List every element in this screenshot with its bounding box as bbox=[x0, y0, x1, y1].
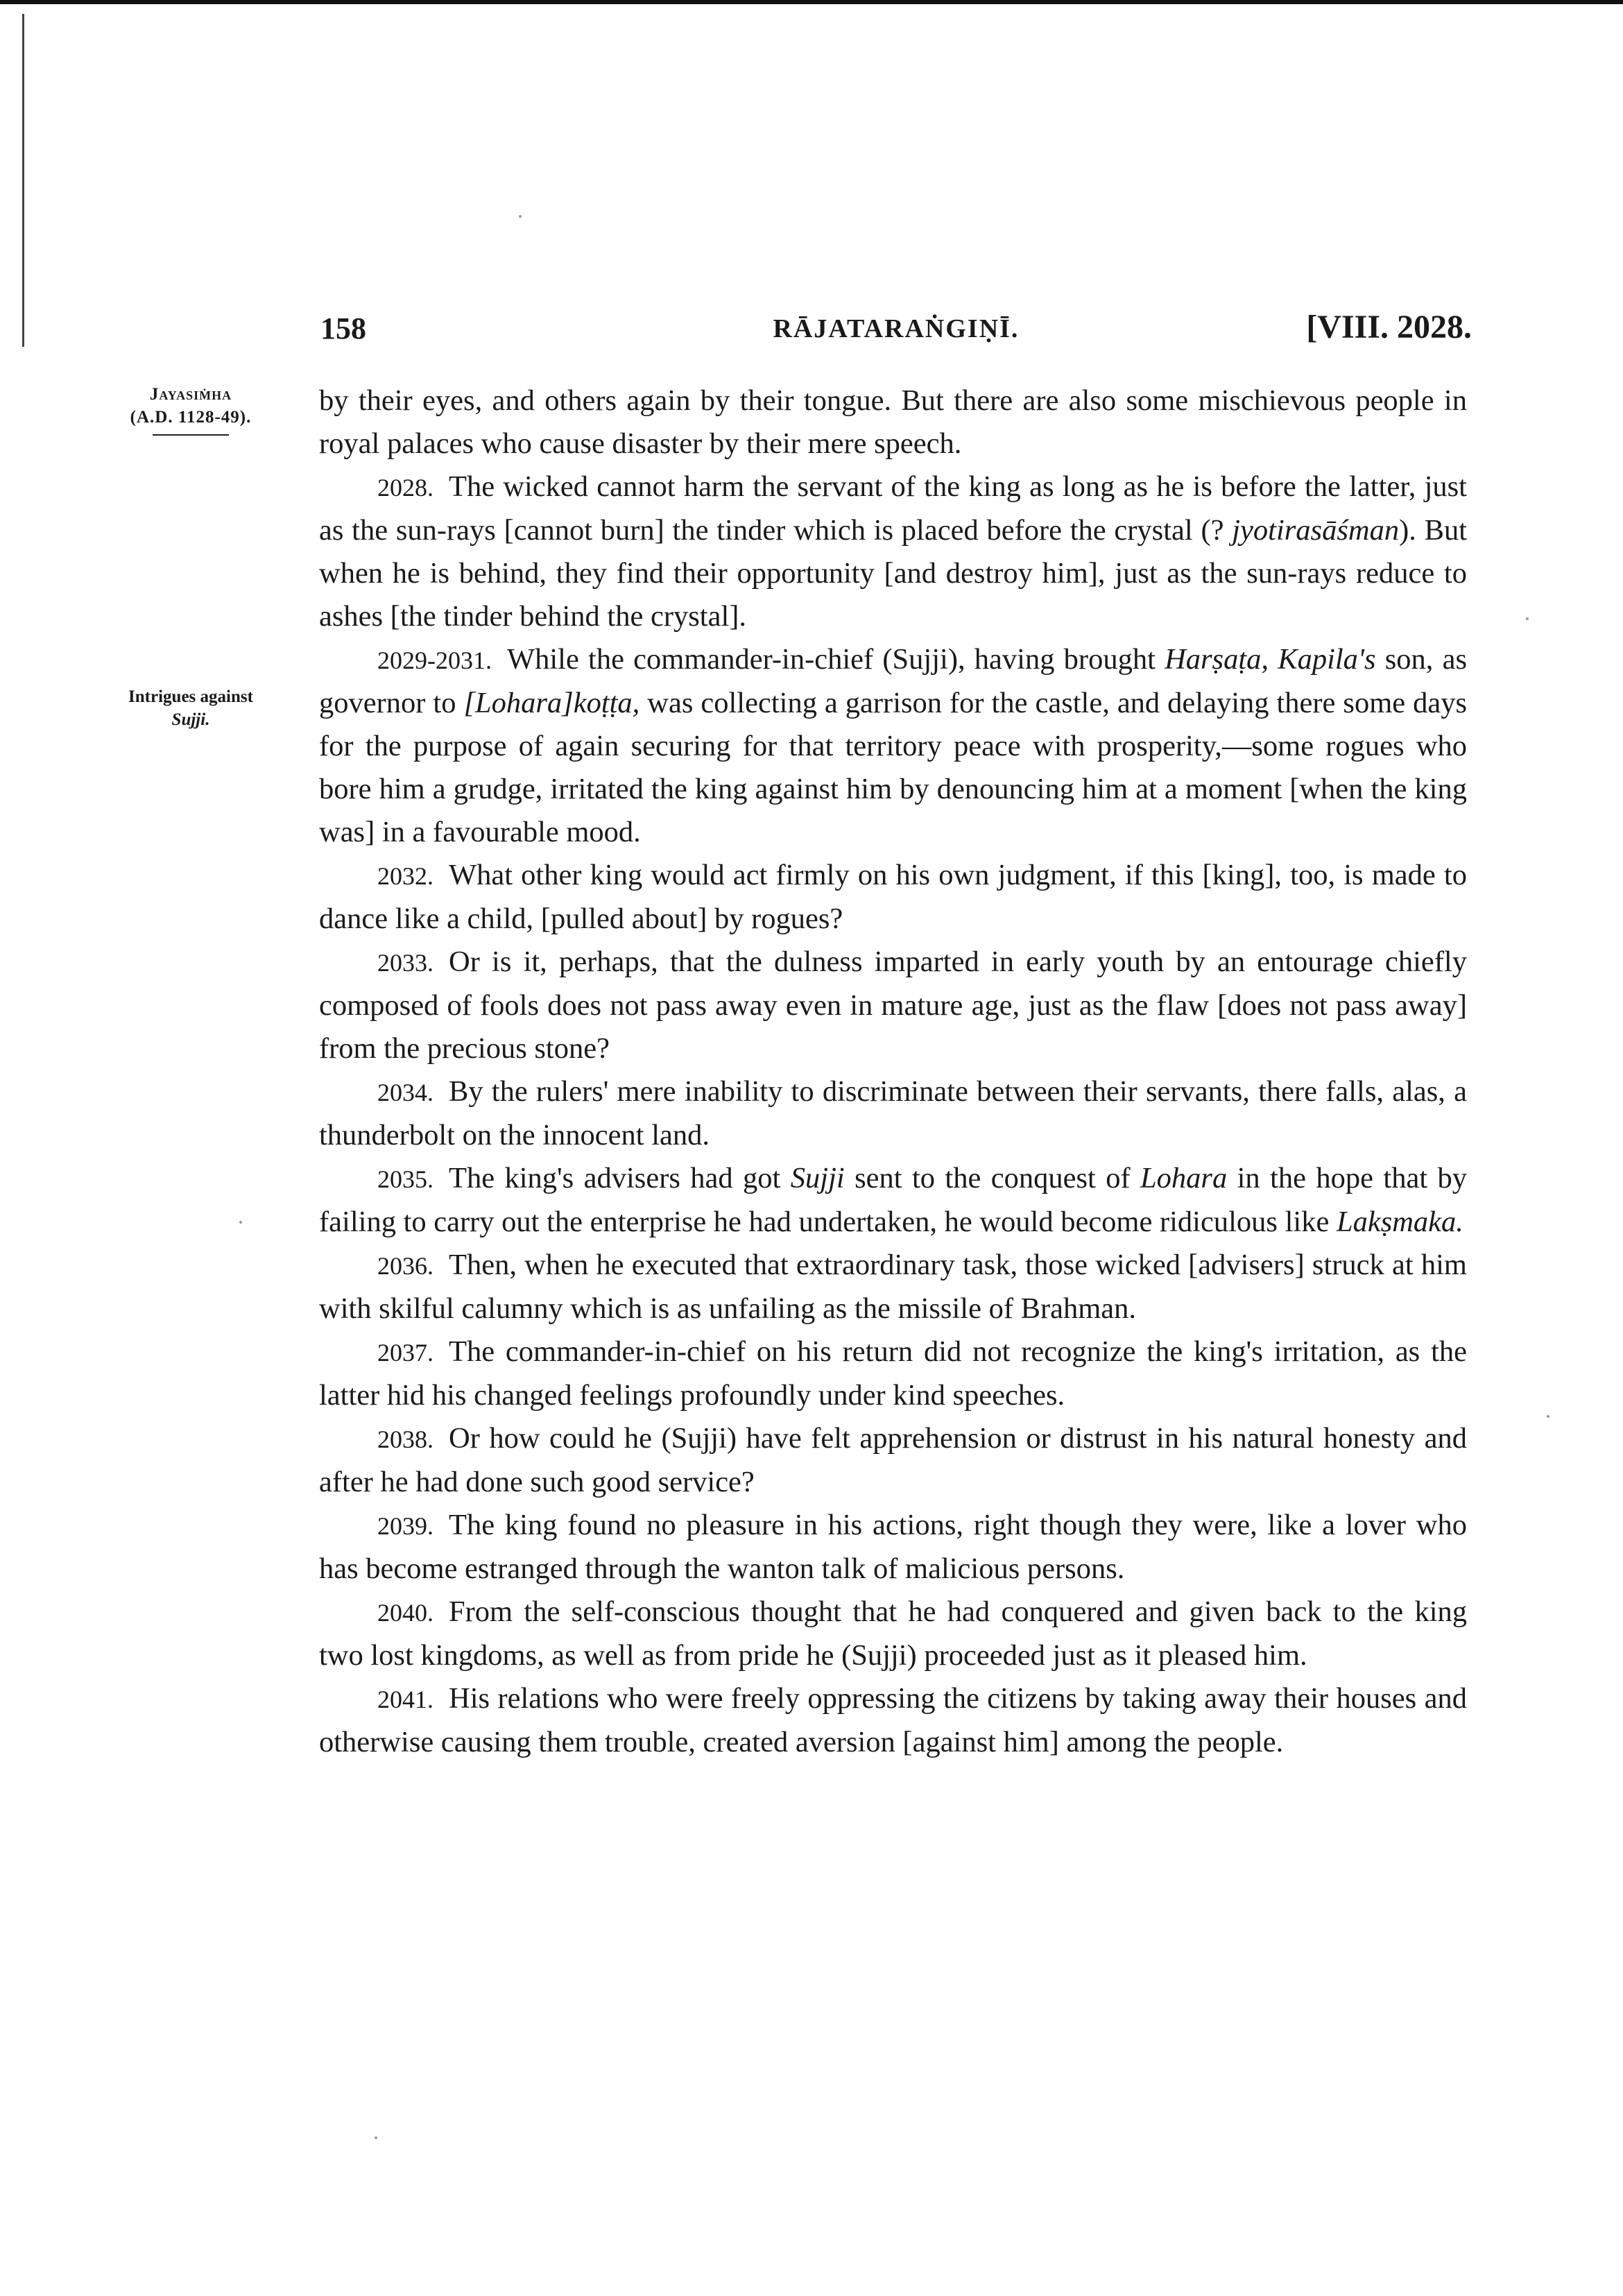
verse-text: The wicked cannot harm the servant of the king as long as he is before the latter, just as the sun-rays [cannot burn] the tinder which is placed before the crystal (? bbox=[319, 470, 1467, 547]
verse-2041 bbox=[319, 1677, 1467, 1764]
verse-text: ). But when he is behind, they find their opportunity [and destroy him], just as the sun-rays reduce to ashes [the tinder behind the crystal]. bbox=[319, 514, 1468, 633]
sidenote-rule bbox=[153, 434, 229, 436]
verse-italic: [Lohara]koṭṭa, bbox=[463, 687, 640, 719]
verse-number: 2040. bbox=[377, 1599, 433, 1627]
page-header bbox=[320, 311, 1472, 352]
verse-2035 bbox=[319, 1157, 1467, 1244]
verse-text: The king's advisers had got bbox=[449, 1162, 781, 1194]
verse-number: 2033. bbox=[377, 949, 433, 977]
scan-speck bbox=[1547, 1415, 1549, 1418]
verse-2036 bbox=[319, 1244, 1467, 1330]
verse-text: By the rulers' mere inability to discriminate between their servants, there falls, alas, a thunderbolt on the innocent land. bbox=[319, 1075, 1467, 1151]
paragraph-continued bbox=[319, 379, 1467, 465]
verse-text: While the commander-in-chief (Sujji), having brought bbox=[507, 643, 1156, 676]
verse-text: The commander-in-chief on his return did not recognize the king's irritation, as the latter hid his changed feelings profoundly under kind speeches. bbox=[319, 1335, 1467, 1412]
verse-text: Or how could he (Sujji) have felt apprehension or distrust in his natural honesty and after he had done such good service? bbox=[319, 1422, 1467, 1498]
verse-2038 bbox=[319, 1417, 1467, 1504]
scan-speck bbox=[375, 2136, 377, 2139]
verse-2037 bbox=[319, 1330, 1467, 1417]
verse-italic: jyotirasāśman bbox=[1232, 514, 1400, 547]
binding-margin-line bbox=[22, 14, 24, 347]
verse-text: His relations who were freely oppressing the citizens by taking away their houses and otherwise causing them trouble, created aversion [against him] among the people. bbox=[319, 1682, 1467, 1758]
sidenote-topic-line: Intrigues against bbox=[128, 687, 253, 706]
running-title: RĀJATARAṄGIṆĪ. bbox=[773, 314, 1020, 343]
verse-text: Then, when he executed that extraordinary task, those wicked [advisers] struck at him with skilful calumny which is as unfailing as the missile of Brahman. bbox=[319, 1249, 1467, 1325]
verse-italic: Lohara bbox=[1140, 1162, 1228, 1194]
sidenote-ruler-name: Jayasiṁha bbox=[149, 385, 232, 404]
verse-number: 2037. bbox=[377, 1339, 433, 1367]
verse-italic: Harṣaṭa, Kapila's bbox=[1165, 643, 1376, 676]
section-reference: [VIII. 2028. bbox=[1306, 309, 1472, 345]
sidenote-ruler-dates: (A.D. 1128-49). bbox=[130, 408, 252, 427]
verse-number: 2041. bbox=[377, 1686, 433, 1713]
sidenote-topic-name: Sujji. bbox=[171, 710, 210, 729]
verse-text: son, as governor to bbox=[319, 643, 1468, 719]
verse-text: Or is it, perhaps, that the dulness imparted in early youth by an entourage chiefly composed of fools does not pass away even in mature age, just as the flaw [does not pass away] from the precious stone? bbox=[319, 945, 1467, 1065]
verse-text: The king found no pleasure in his actions, right though they were, like a lover who has become estranged through the wanton talk of malicious persons. bbox=[319, 1509, 1467, 1585]
verse-number: 2028. bbox=[377, 474, 433, 502]
scan-speck bbox=[239, 1221, 242, 1224]
verse-number: 2029-2031. bbox=[377, 646, 492, 674]
scan-speck bbox=[1526, 617, 1529, 620]
paragraph-text: by their eyes, and others again by their tongue. But there are also some mischievous people in royal palaces who cause disaster by their mere speech. bbox=[319, 384, 1467, 460]
verse-italic: Sujji bbox=[790, 1162, 845, 1194]
verse-text: From the self-conscious thought that he had conquered and given back to the king two lost kingdoms, as well as from pride he (Sujji) proceeded just as it pleased him. bbox=[319, 1595, 1467, 1672]
verse-text: What other king would act firmly on his own judgment, if this [king], too, is made to dance like a child, [pulled about] by rogues? bbox=[319, 859, 1467, 935]
verse-number: 2038. bbox=[377, 1425, 433, 1453]
verse-number: 2039. bbox=[377, 1512, 433, 1540]
verse-2039 bbox=[319, 1504, 1467, 1591]
verse-text: was collecting a garrison for the castle, and delaying there some days for the purpose of again securing for that territory peace with prosperity,—some rogues who bore him a grudge, irritated the king against him by denouncing him at a moment [when the king was] in a favourable mood. bbox=[319, 687, 1468, 848]
sidenote-ruler bbox=[83, 383, 298, 436]
page-number: 158 bbox=[320, 311, 366, 345]
verse-text: sent to the conquest of bbox=[855, 1162, 1131, 1194]
verse-2032 bbox=[319, 854, 1467, 941]
scan-speck bbox=[519, 215, 522, 218]
verse-text: in the hope that by failing to carry out the enterprise he had undertaken, he would become ridiculous like bbox=[319, 1162, 1468, 1238]
verse-2033 bbox=[319, 941, 1467, 1070]
verse-number: 2036. bbox=[377, 1252, 433, 1280]
verse-2029-2031 bbox=[319, 638, 1467, 854]
page-top-edge bbox=[0, 0, 1623, 4]
verse-2028 bbox=[319, 465, 1467, 638]
verse-number: 2035. bbox=[377, 1165, 433, 1193]
verse-number: 2034. bbox=[377, 1079, 433, 1106]
sidenote-topic bbox=[83, 685, 298, 731]
verse-2034 bbox=[319, 1070, 1467, 1157]
main-text-body bbox=[319, 379, 1467, 1764]
verse-italic: Lakṣmaka. bbox=[1336, 1206, 1463, 1238]
verse-2040 bbox=[319, 1591, 1467, 1677]
verse-number: 2032. bbox=[377, 862, 433, 890]
